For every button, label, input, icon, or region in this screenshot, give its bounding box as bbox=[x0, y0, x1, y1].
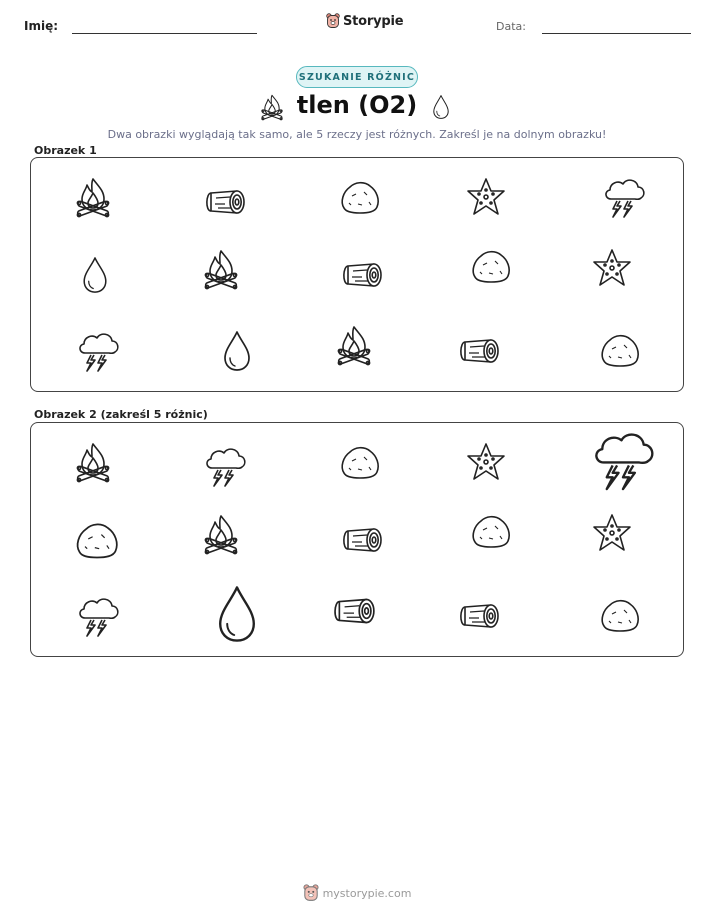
log-icon bbox=[340, 258, 384, 292]
footer-url: mystorypie.com bbox=[322, 886, 412, 900]
star-icon[interactable] bbox=[464, 441, 508, 483]
logo bbox=[326, 13, 403, 29]
footer bbox=[0, 884, 714, 902]
fire-icon[interactable] bbox=[73, 440, 113, 484]
logo-text: Storypie bbox=[343, 13, 404, 29]
star-icon bbox=[464, 176, 508, 218]
picture2-panel[interactable] bbox=[30, 422, 684, 657]
log-icon bbox=[457, 334, 501, 368]
log-icon[interactable] bbox=[457, 599, 501, 633]
rock-icon[interactable] bbox=[338, 443, 382, 481]
picture1-panel bbox=[30, 157, 684, 392]
date-label: Data: bbox=[496, 20, 526, 33]
log-icon[interactable] bbox=[331, 593, 377, 629]
fire-icon bbox=[73, 175, 113, 219]
water-drop-icon bbox=[217, 326, 257, 376]
water-drop-icon bbox=[77, 252, 113, 298]
rock-icon[interactable] bbox=[598, 596, 642, 634]
date-line[interactable] bbox=[542, 33, 691, 34]
bear-logo-icon bbox=[303, 884, 319, 902]
storm-cloud-icon[interactable] bbox=[75, 594, 121, 640]
picture2-label: Obrazek 2 (zakreśl 5 różnic) bbox=[34, 408, 208, 421]
rock-icon[interactable] bbox=[469, 512, 513, 550]
storm-cloud-icon[interactable] bbox=[202, 444, 248, 490]
water-drop-icon bbox=[429, 93, 453, 125]
storm-cloud-icon bbox=[601, 175, 647, 221]
rock-icon bbox=[338, 178, 382, 216]
name-label: Imię: bbox=[24, 19, 59, 33]
picture1-label: Obrazek 1 bbox=[34, 144, 97, 157]
fire-icon[interactable] bbox=[201, 512, 241, 556]
page-title: tlen (O2) bbox=[296, 91, 418, 119]
log-icon bbox=[203, 185, 247, 219]
storm-cloud-icon bbox=[75, 329, 121, 375]
rock-icon[interactable] bbox=[73, 519, 121, 561]
name-line[interactable] bbox=[72, 33, 257, 34]
instructions: Dwa obrazki wyglądają tak samo, ale 5 rzeczy jest różnych. Zakreśl je na dolnym obrazku! bbox=[107, 128, 607, 141]
category-badge: SZUKANIE RÓŻNIC bbox=[296, 66, 418, 88]
fire-icon bbox=[334, 323, 374, 367]
rock-icon bbox=[469, 247, 513, 285]
log-icon[interactable] bbox=[340, 523, 384, 557]
star-icon[interactable] bbox=[590, 512, 634, 554]
storm-cloud-icon[interactable] bbox=[589, 427, 657, 495]
water-drop-icon[interactable] bbox=[209, 581, 265, 647]
bear-logo-icon bbox=[326, 13, 340, 29]
rock-icon bbox=[598, 331, 642, 369]
fire-icon bbox=[201, 247, 241, 291]
star-icon bbox=[590, 247, 634, 289]
